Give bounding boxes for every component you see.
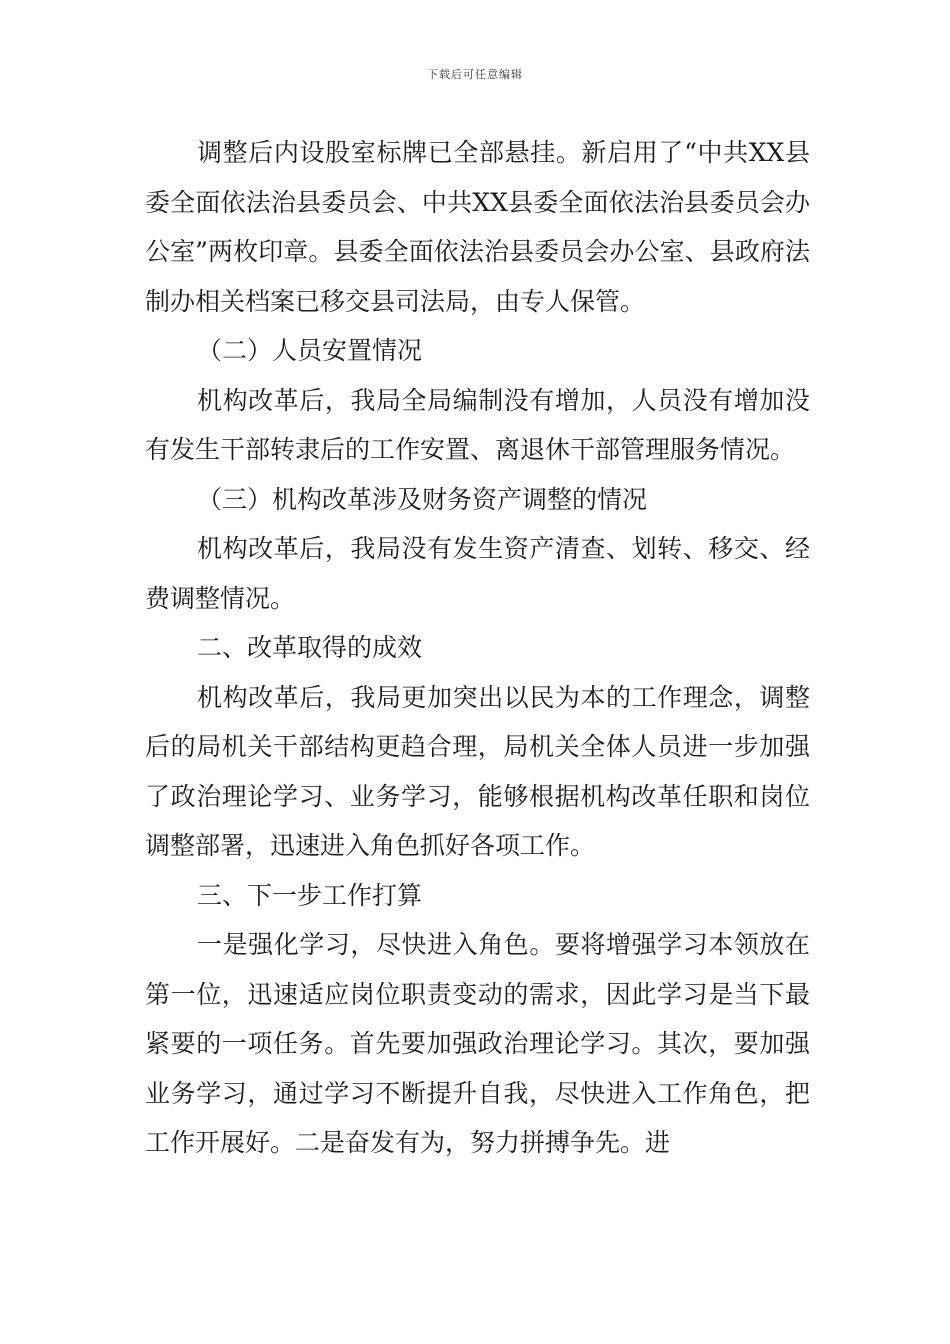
paragraph-next-steps: 一是强化学习，尽快进入角色。要将增强学习本领放在第一位，迅速适应岗位职责变动的需求，因此学习是当下最紧要的一项任务。首先要加强政治理论学习。其次，要加强业务学习，通过学习不断提升自我，尽快进入工作角色，把工作开展好。二是奋发有为，努力拼搏争先。进 (145, 930, 810, 1157)
paragraph-seals-archives: 调整后内设股室标牌已全部悬挂。新启用了“中共XX县委全面依法治县委员会、中共XX县委全面依法治县委员会办公室”两枚印章。县委全面依法治县委员会办公室、县政府法制办相关档案已移交县司法局，由专人保管。 (145, 138, 810, 316)
heading-next-steps: 三、下一步工作打算 (197, 880, 423, 910)
heading-achievements: 二、改革取得的成效 (197, 633, 423, 662)
subheading-personnel: （二）人员安置情况 (197, 336, 423, 365)
paragraph-achievements: 机构改革后，我局更加突出以民为本的工作理念，调整后的局机关干部结构更趋合理，局机关全体人员进一步加强了政治理论学习、业务学习，能够根据机构改革任职和岗位调整部署，迅速进入角色抓好各项工作。 (145, 682, 810, 860)
page-header-note: 下载后可任意编辑 (427, 68, 523, 81)
document-body (145, 128, 810, 1168)
subheading-finance: （三）机构改革涉及财务资产调整的情况 (197, 484, 648, 514)
paragraph-personnel: 机构改革后，我局全局编制没有增加，人员没有增加没有发生干部转隶后的工作安置、离退休干部管理服务情况。 (145, 385, 810, 464)
paragraph-finance: 机构改革后，我局没有发生资产清查、划转、移交、经费调整情况。 (145, 534, 810, 613)
